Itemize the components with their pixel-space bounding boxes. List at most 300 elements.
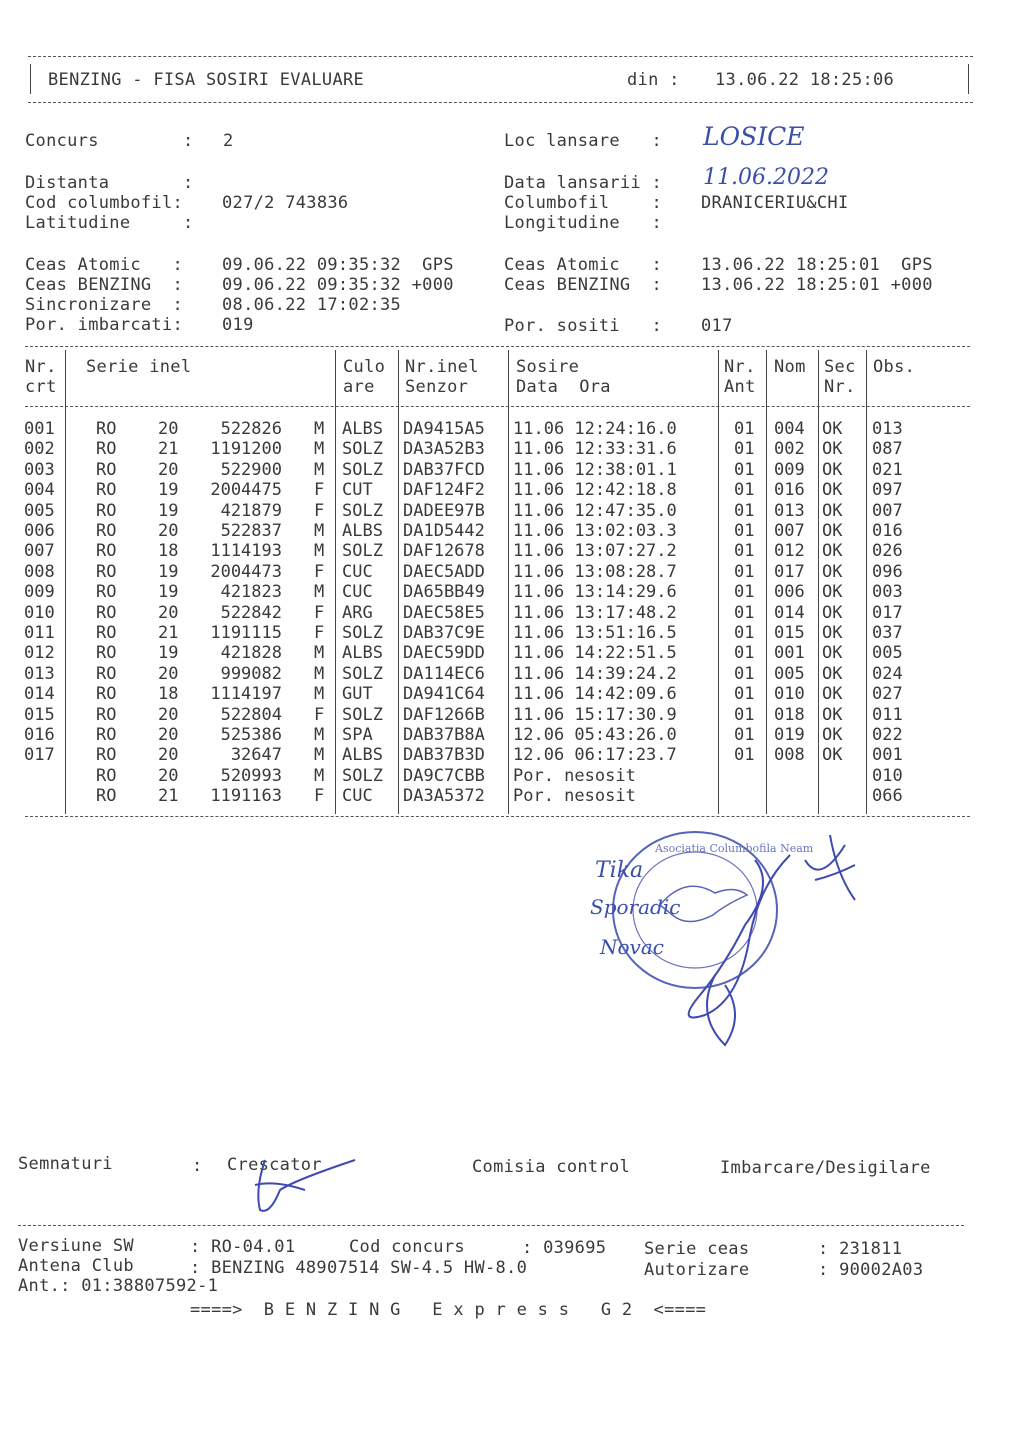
cell-serie: 2004473 <box>210 561 282 582</box>
serie-ceas-label: Serie ceas <box>644 1239 750 1259</box>
cell-sec: OK <box>822 480 843 501</box>
header-nr: Nr. <box>25 357 57 377</box>
cell-nr: 011 <box>24 623 55 643</box>
cell-senzor: DAF12678 <box>403 541 485 562</box>
col-divider <box>335 350 336 814</box>
cell-sex: F <box>314 623 325 643</box>
cell-an: 20 <box>158 745 179 766</box>
cell-ant: 01 <box>734 745 755 766</box>
cell-obs: 087 <box>872 439 903 460</box>
cell-serie: 421879 <box>220 500 282 521</box>
cell-nr: 010 <box>24 602 55 623</box>
header-sec-1: Sec <box>824 357 856 377</box>
cell-culoare: SOLZ <box>342 439 383 460</box>
distanta-label: Distanta : <box>25 173 194 193</box>
cell-ant: 01 <box>734 602 755 623</box>
cell-senzor: DADEE97B <box>403 500 485 521</box>
cell-an: 21 <box>158 439 179 460</box>
serie-ceas-value: : 231811 <box>818 1239 903 1259</box>
cell-serie: 522900 <box>220 459 282 480</box>
cell-serie: 522804 <box>220 704 282 725</box>
header-sec-2: Nr. <box>824 377 856 397</box>
cell-tara: RO <box>96 684 117 705</box>
columbofil-label: Columbofil : <box>504 193 663 213</box>
cell-senzor: DA1D5442 <box>403 521 485 541</box>
ceas-atomic-label: Ceas Atomic : <box>25 255 184 275</box>
stamp-text: Asociatia Columbofila Neam <box>655 842 814 855</box>
benzing-express-line: ====> B E N Z I N G E x p r e s s G 2 <==== <box>190 1300 707 1320</box>
header-left-border <box>30 64 31 94</box>
concurs-label: Concurs : <box>25 131 194 151</box>
sincronizare-value: 08.06.22 17:02:35 <box>222 295 402 315</box>
cell-obs: 037 <box>872 623 903 643</box>
cell-an: 20 <box>158 419 179 439</box>
cell-ant: 01 <box>734 725 755 745</box>
cell-serie: 32647 <box>230 745 282 766</box>
cell-an: 20 <box>158 602 179 623</box>
cell-sec: OK <box>822 643 843 664</box>
longitudine-label: Longitudine : <box>504 213 663 233</box>
cell-sosire: 11.06 13:14:29.6 <box>513 582 677 603</box>
sositi-value: 017 <box>701 316 733 336</box>
cell-nom: 012 <box>774 541 805 562</box>
cell-nom: 017 <box>774 561 805 582</box>
cell-senzor: DAF1266B <box>403 704 485 725</box>
ceas-benzing-value: 09.06.22 09:35:32 +000 <box>222 275 454 295</box>
antena-value: : BENZING 48907514 SW-4.5 HW-8.0 <box>190 1258 528 1278</box>
cell-serie: 522826 <box>220 419 282 439</box>
cell-obs: 021 <box>872 459 903 480</box>
header-culoare-1: Culo <box>343 357 386 377</box>
cell-ant: 01 <box>734 541 755 562</box>
cell-sec: OK <box>822 745 843 766</box>
cell-nr: 006 <box>24 521 55 541</box>
col-divider <box>718 350 719 814</box>
header-nr-ant-2: Ant <box>724 377 756 397</box>
loc-lansare-value: LOSICE <box>703 122 805 151</box>
cell-nom: 010 <box>774 684 805 705</box>
cell-an: 18 <box>158 684 179 705</box>
cell-nr: 012 <box>24 643 55 664</box>
header-nr-inel: Nr.inel <box>405 357 479 377</box>
cell-sosire: 11.06 14:22:51.5 <box>513 643 677 664</box>
cell-sosire: 11.06 15:17:30.9 <box>513 704 677 725</box>
cell-senzor: DAB37B8A <box>403 725 485 745</box>
cell-ant: 01 <box>734 623 755 643</box>
cell-nom: 015 <box>774 623 805 643</box>
cell-culoare: ARG <box>342 602 373 623</box>
cell-an: 19 <box>158 561 179 582</box>
header-sosire: Sosire <box>516 357 580 377</box>
cell-sosire: 11.06 13:08:28.7 <box>513 561 677 582</box>
header-serie-inel: Serie inel <box>86 357 192 377</box>
cell-nom: 016 <box>774 480 805 501</box>
cell-tara: RO <box>96 500 117 521</box>
latitudine-label: Latitudine : <box>25 213 194 233</box>
cell-culoare: ALBS <box>342 643 383 664</box>
cell-nr: 009 <box>24 582 55 603</box>
ceas-benzing-label: Ceas BENZING : <box>25 275 184 295</box>
cell-tara: RO <box>96 439 117 460</box>
cell-culoare: ALBS <box>342 745 383 766</box>
cell-sex: F <box>314 786 325 807</box>
cell-obs: 097 <box>872 480 903 501</box>
cell-culoare: ALBS <box>342 521 383 541</box>
cell-sec: OK <box>822 725 843 745</box>
cell-sec: OK <box>822 439 843 460</box>
cell-an: 19 <box>158 500 179 521</box>
header-senzor: Senzor <box>405 377 469 397</box>
cell-senzor: DAEC5ADD <box>403 561 485 582</box>
cell-ant: 01 <box>734 521 755 541</box>
ceas-benzing-2-value: 13.06.22 18:25:01 +000 <box>701 275 933 295</box>
cell-nom: 014 <box>774 602 805 623</box>
cell-an: 18 <box>158 541 179 562</box>
cell-sosire: 11.06 12:38:01.1 <box>513 459 677 480</box>
cell-obs: 096 <box>872 561 903 582</box>
autorizare-value: : 90002A03 <box>818 1260 924 1280</box>
cell-nom: 006 <box>774 582 805 603</box>
cell-sec: OK <box>822 684 843 705</box>
col-divider <box>866 350 867 814</box>
cell-sec: OK <box>822 663 843 684</box>
header-bottom-border <box>28 102 973 103</box>
cell-serie: 520993 <box>220 765 282 786</box>
cell-sosire: 11.06 14:42:09.6 <box>513 684 677 705</box>
ant-line: Ant.: 01:38807592-1 <box>18 1276 219 1296</box>
cell-ant: 01 <box>734 419 755 439</box>
cell-ant: 01 <box>734 480 755 501</box>
cell-ant: 01 <box>734 663 755 684</box>
cell-obs: 016 <box>872 521 903 541</box>
cell-senzor: DA941C64 <box>403 684 485 705</box>
handwriting-name-3: Novac <box>600 935 664 959</box>
header-right-border <box>968 64 969 94</box>
cell-tara: RO <box>96 459 117 480</box>
semnaturi-separator: : <box>192 1156 203 1176</box>
cell-tara: RO <box>96 602 117 623</box>
cell-obs: 022 <box>872 725 903 745</box>
cell-senzor: DA65BB49 <box>403 582 485 603</box>
footer-divider <box>18 1225 964 1226</box>
cell-nom: 007 <box>774 521 805 541</box>
cell-sec: OK <box>822 541 843 562</box>
cell-culoare: SOLZ <box>342 459 383 480</box>
cell-nom: 018 <box>774 704 805 725</box>
col-divider <box>508 350 509 814</box>
cell-culoare: SOLZ <box>342 663 383 684</box>
cell-tara: RO <box>96 623 117 643</box>
loc-lansare-label: Loc lansare : <box>504 131 663 151</box>
cell-an: 20 <box>158 459 179 480</box>
cell-serie: 525386 <box>220 725 282 745</box>
autorizare-label: Autorizare <box>644 1260 750 1280</box>
cell-sosire: 11.06 12:42:18.8 <box>513 480 677 501</box>
cell-nr: 003 <box>24 459 55 480</box>
cell-culoare: GUT <box>342 684 373 705</box>
cell-sex: M <box>314 643 325 664</box>
cell-culoare: CUC <box>342 561 373 582</box>
cod-columbofil-value: 027/2 743836 <box>222 193 349 213</box>
cell-sex: M <box>314 419 325 439</box>
cell-sex: F <box>314 480 325 501</box>
header-nom: Nom <box>774 357 806 377</box>
cell-sex: M <box>314 459 325 480</box>
cell-sosire: 11.06 14:39:24.2 <box>513 663 677 684</box>
cell-senzor: DA114EC6 <box>403 663 485 684</box>
cell-serie: 421828 <box>220 643 282 664</box>
ceas-atomic-2-value: 13.06.22 18:25:01 GPS <box>701 255 933 275</box>
cell-obs: 007 <box>872 500 903 521</box>
header-nr-ant-1: Nr. <box>724 357 756 377</box>
cell-serie: 1191200 <box>210 439 282 460</box>
cell-ant: 01 <box>734 643 755 664</box>
cell-serie: 1114197 <box>210 684 282 705</box>
cell-nr: 017 <box>24 745 55 766</box>
crescator-label: Crescator <box>227 1155 322 1175</box>
cell-obs: 011 <box>872 704 903 725</box>
cell-obs: 003 <box>872 582 903 603</box>
cell-senzor: DAEC58E5 <box>403 602 485 623</box>
columbofil-value: DRANICERIU&CHI <box>701 193 849 213</box>
cell-obs: 027 <box>872 684 903 705</box>
cell-serie: 999082 <box>220 663 282 684</box>
cell-sex: F <box>314 500 325 521</box>
cell-obs: 026 <box>872 541 903 562</box>
cell-ant: 01 <box>734 684 755 705</box>
header-top-border <box>28 56 973 57</box>
concurs-value: 2 <box>223 131 234 151</box>
cell-senzor: DAB37FCD <box>403 459 485 480</box>
cell-tara: RO <box>96 704 117 725</box>
cell-tara: RO <box>96 725 117 745</box>
cell-obs: 005 <box>872 643 903 664</box>
cell-nr: 013 <box>24 663 55 684</box>
cell-sosire: 11.06 13:02:03.3 <box>513 521 677 541</box>
cell-serie: 2004475 <box>210 480 282 501</box>
cell-sex: F <box>314 561 325 582</box>
data-lansarii-value: 11.06.2022 <box>703 165 829 190</box>
cell-sosire: 11.06 13:07:27.2 <box>513 541 677 562</box>
cell-obs: 024 <box>872 663 903 684</box>
cell-nr: 015 <box>24 704 55 725</box>
cell-culoare: SOLZ <box>342 541 383 562</box>
header-data-ora: Data Ora <box>516 377 611 397</box>
cell-sex: M <box>314 765 325 786</box>
cell-sec: OK <box>822 623 843 643</box>
cell-an: 21 <box>158 623 179 643</box>
cell-culoare: CUT <box>342 480 373 501</box>
din-label: din : <box>627 70 680 90</box>
cell-senzor: DA9C7CBB <box>403 765 485 786</box>
semnaturi-label: Semnaturi <box>18 1154 113 1174</box>
cell-nom: 009 <box>774 459 805 480</box>
cell-nr: 005 <box>24 500 55 521</box>
cod-concurs-label: Cod concurs <box>349 1237 465 1257</box>
cell-tara: RO <box>96 419 117 439</box>
sincronizare-label: Sincronizare : <box>25 295 184 315</box>
cell-sosire: 11.06 12:47:35.0 <box>513 500 677 521</box>
cell-an: 20 <box>158 704 179 725</box>
cell-nom: 002 <box>774 439 805 460</box>
cell-nr: 016 <box>24 725 55 745</box>
cell-serie: 1191115 <box>210 623 282 643</box>
cell-nom: 005 <box>774 663 805 684</box>
cell-tara: RO <box>96 582 117 603</box>
ceas-benzing-2-label: Ceas BENZING : <box>504 275 663 295</box>
cell-nom: 013 <box>774 500 805 521</box>
cell-ant: 01 <box>734 500 755 521</box>
cell-an: 19 <box>158 582 179 603</box>
cell-ant: 01 <box>734 439 755 460</box>
cell-serie: 522837 <box>220 521 282 541</box>
cell-ant: 01 <box>734 561 755 582</box>
cell-culoare: SOLZ <box>342 623 383 643</box>
cell-obs: 013 <box>872 419 903 439</box>
cell-senzor: DA9415A5 <box>403 419 485 439</box>
cell-sex: F <box>314 602 325 623</box>
cell-senzor: DA3A52B3 <box>403 439 485 460</box>
col-divider <box>65 350 66 814</box>
cell-nr: 002 <box>24 439 55 460</box>
header-crt: crt <box>25 377 57 397</box>
cell-senzor: DAB37C9E <box>403 623 485 643</box>
cell-an: 20 <box>158 663 179 684</box>
cell-sosire: 11.06 13:17:48.2 <box>513 602 677 623</box>
col-divider <box>818 350 819 814</box>
crescator-signature <box>235 1150 375 1220</box>
col-divider <box>398 350 399 814</box>
cell-tara: RO <box>96 521 117 541</box>
cell-tara: RO <box>96 480 117 501</box>
din-value: 13.06.22 18:25:06 <box>715 70 895 90</box>
table-top-border <box>25 346 970 347</box>
col-divider <box>766 350 767 814</box>
cell-sosire: Por. nesosit <box>513 786 636 807</box>
cell-serie: 1114193 <box>210 541 282 562</box>
cell-sex: M <box>314 745 325 766</box>
table-header-border <box>25 406 970 407</box>
cell-senzor: DAEC59DD <box>403 643 485 664</box>
cell-sex: M <box>314 582 325 603</box>
cell-tara: RO <box>96 786 117 807</box>
cell-tara: RO <box>96 765 117 786</box>
cell-nr: 004 <box>24 480 55 501</box>
cell-sec: OK <box>822 582 843 603</box>
cell-sex: M <box>314 725 325 745</box>
cell-sosire: 11.06 12:33:31.6 <box>513 439 677 460</box>
cell-serie: 522842 <box>220 602 282 623</box>
cell-tara: RO <box>96 541 117 562</box>
cell-senzor: DAB37B3D <box>403 745 485 766</box>
cell-sex: F <box>314 704 325 725</box>
cell-sex: M <box>314 663 325 684</box>
cell-sec: OK <box>822 602 843 623</box>
cell-ant: 01 <box>734 459 755 480</box>
cell-senzor: DA3A5372 <box>403 786 485 807</box>
cell-sex: M <box>314 439 325 460</box>
cell-senzor: DAF124F2 <box>403 480 485 501</box>
cell-sec: OK <box>822 419 843 439</box>
cell-an: 21 <box>158 786 179 807</box>
cod-columbofil-label: Cod columbofil: <box>25 193 184 213</box>
versiune-value: : RO-04.01 <box>190 1237 296 1257</box>
cell-sec: OK <box>822 561 843 582</box>
cell-sec: OK <box>822 500 843 521</box>
imbarcati-value: 019 <box>222 315 254 335</box>
cell-ant: 01 <box>734 704 755 725</box>
cell-an: 20 <box>158 765 179 786</box>
cell-nom: 008 <box>774 745 805 766</box>
cell-sex: M <box>314 684 325 705</box>
ceas-atomic-value: 09.06.22 09:35:32 GPS <box>222 255 454 275</box>
versiune-label: Versiune SW <box>18 1236 134 1256</box>
header-culoare-2: are <box>343 377 375 397</box>
cell-an: 19 <box>158 480 179 501</box>
cell-sec: OK <box>822 459 843 480</box>
cell-nr: 007 <box>24 541 55 562</box>
cell-culoare: SOLZ <box>342 500 383 521</box>
cell-sec: OK <box>822 704 843 725</box>
cell-culoare: CUC <box>342 582 373 603</box>
cell-sex: M <box>314 541 325 562</box>
handwriting-name-2: Sporadic <box>590 895 681 919</box>
cell-obs: 001 <box>872 745 903 766</box>
handwriting-name-1: Tika <box>595 858 644 883</box>
cell-sosire: 12.06 05:43:26.0 <box>513 725 677 745</box>
cell-nr: 001 <box>24 419 55 439</box>
cell-culoare: ALBS <box>342 419 383 439</box>
comisia-control-label: Comisia control <box>472 1157 631 1177</box>
cell-sosire: Por. nesosit <box>513 765 636 786</box>
cell-nom: 019 <box>774 725 805 745</box>
cell-obs: 066 <box>872 786 903 807</box>
cell-nr: 014 <box>24 684 55 705</box>
cell-obs: 010 <box>872 765 903 786</box>
cell-nom: 001 <box>774 643 805 664</box>
cell-tara: RO <box>96 663 117 684</box>
cell-an: 20 <box>158 725 179 745</box>
cell-tara: RO <box>96 561 117 582</box>
cell-culoare: CUC <box>342 786 373 807</box>
ceas-atomic-2-label: Ceas Atomic : <box>504 255 663 275</box>
cell-tara: RO <box>96 745 117 766</box>
cell-obs: 017 <box>872 602 903 623</box>
header-obs: Obs. <box>873 357 916 377</box>
cell-culoare: SOLZ <box>342 765 383 786</box>
antena-label: Antena Club <box>18 1256 134 1276</box>
cell-an: 19 <box>158 643 179 664</box>
sositi-label: Por. sositi : <box>504 316 663 336</box>
cell-sosire: 11.06 13:51:16.5 <box>513 623 677 643</box>
cell-ant: 01 <box>734 582 755 603</box>
cell-sosire: 12.06 06:17:23.7 <box>513 745 677 766</box>
cell-nr: 008 <box>24 561 55 582</box>
cell-serie: 1191163 <box>210 786 282 807</box>
cell-sec: OK <box>822 521 843 541</box>
cell-culoare: SOLZ <box>342 704 383 725</box>
cell-sex: M <box>314 521 325 541</box>
data-lansarii-label: Data lansarii : <box>504 173 663 193</box>
cod-concurs-value: : 039695 <box>522 1238 607 1258</box>
cell-tara: RO <box>96 643 117 664</box>
imbarcare-label: Imbarcare/Desigilare <box>720 1158 931 1178</box>
cell-sosire: 11.06 12:24:16.0 <box>513 419 677 439</box>
cell-culoare: SPA <box>342 725 373 745</box>
imbarcati-label: Por. imbarcati: <box>25 315 184 335</box>
cell-an: 20 <box>158 521 179 541</box>
cell-nom: 004 <box>774 419 805 439</box>
